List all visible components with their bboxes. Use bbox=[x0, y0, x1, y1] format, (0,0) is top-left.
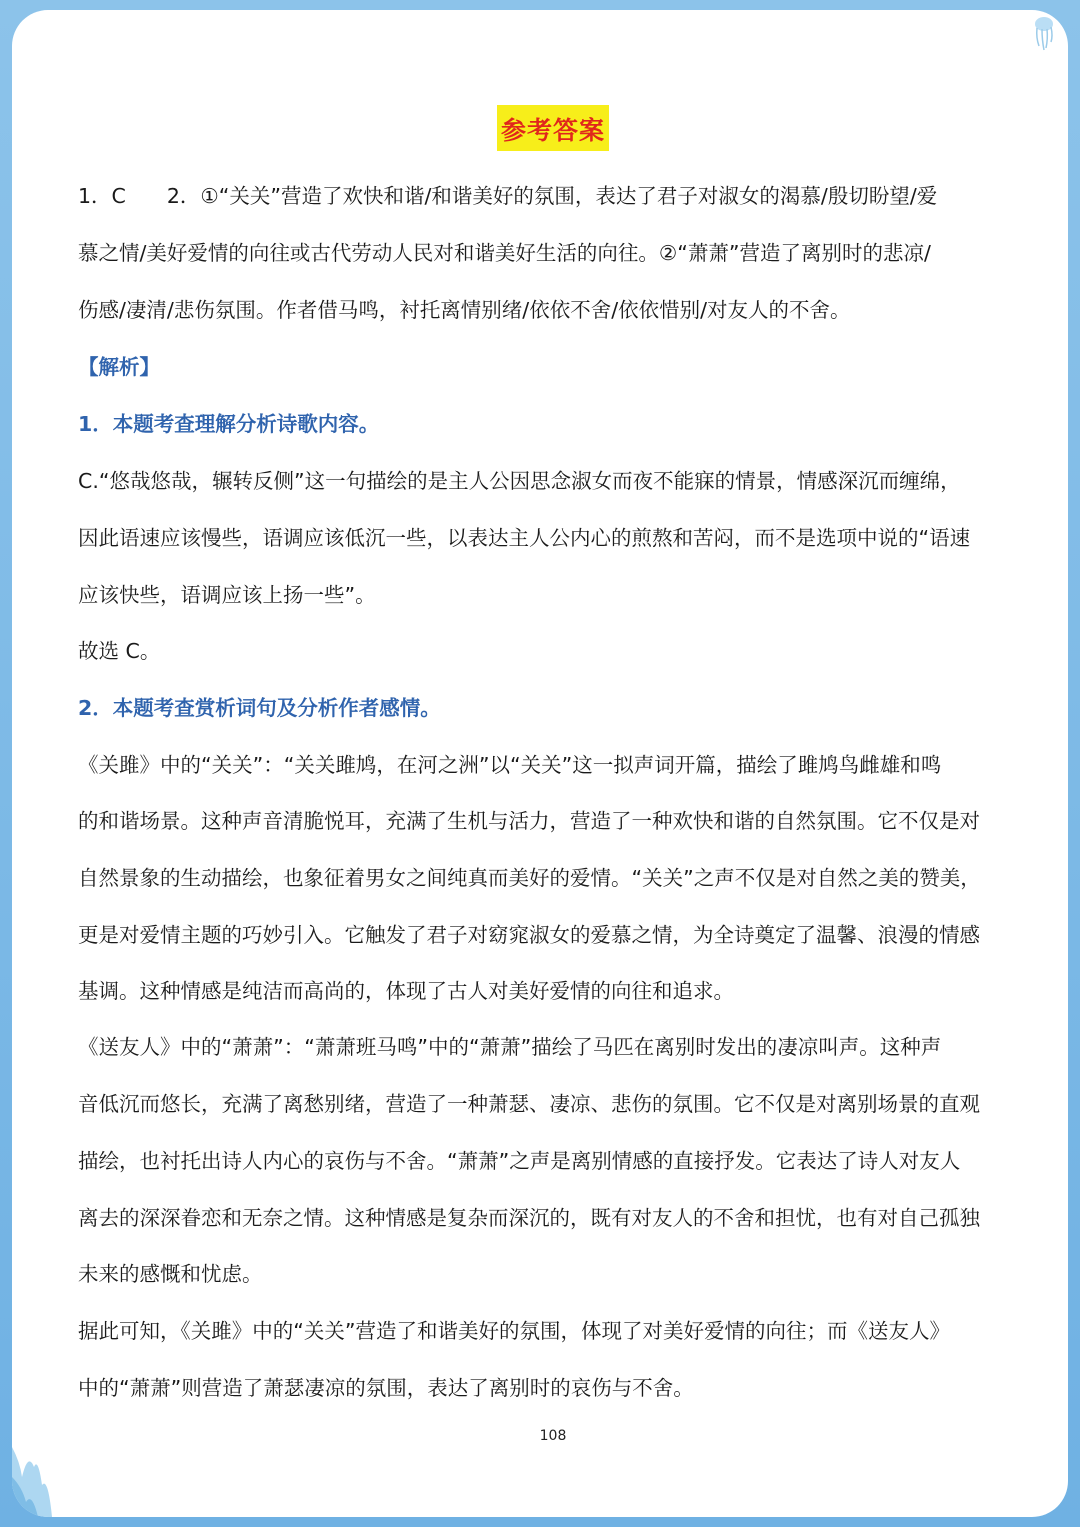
q1-line-2: 因此语速应该慢些，语调应该低沉一些，以表达主人公内心的煎熬和苦闷，而不是选项中说的“语速 bbox=[78, 526, 971, 550]
q1-line-3: 应该快些，语调应该上扬一些”。 bbox=[78, 583, 376, 607]
title-banner bbox=[78, 105, 1028, 151]
q2-para3-line-2: 中的“萧萧”则营造了萧瑟凄凉的氛围，表达了离别时的哀伤与不舍。 bbox=[78, 1376, 694, 1400]
page-title: 参考答案 bbox=[497, 105, 609, 151]
jellyfish-decoration-icon bbox=[1020, 12, 1064, 56]
analysis-label: 【解析】 bbox=[78, 355, 160, 379]
q2-para2-line-1: 《送友人》中的“萧萧”：“萧萧班马鸣”中的“萧萧”描绘了马匹在离别时发出的凄凉叫声。这种声 bbox=[78, 1035, 942, 1059]
q2-para1-line-2: 的和谐场景。这种声音清脆悦耳，充满了生机与活力，营造了一种欢快和谐的自然氛围。它不仅是对 bbox=[78, 809, 980, 833]
q2-para3-line-1: 据此可知，《关雎》中的“关关”营造了和谐美好的氛围，体现了对美好爱情的向往；而《送友人》 bbox=[78, 1319, 950, 1343]
answer-line-3: 伤感/凄清/悲伤氛围。作者借马鸣，衬托离情别绪/依依不舍/依依惜别/对友人的不舍。 bbox=[78, 298, 851, 322]
q2-heading: 2．本题考查赏析词句及分析作者感情。 bbox=[78, 696, 441, 720]
q1-line-1: C.“悠哉悠哉，辗转反侧”这一句描绘的是主人公因思念淑女而夜不能寐的情景，情感深沉而缠绵， bbox=[78, 469, 961, 493]
page-number: 108 bbox=[539, 1428, 567, 1444]
coral-decoration-icon bbox=[12, 1407, 72, 1517]
q1-conclusion: 故选 C。 bbox=[78, 639, 161, 663]
q2-para2-line-5: 未来的感慨和忧虑。 bbox=[78, 1262, 263, 1286]
q2-para2-line-4: 离去的深深眷恋和无奈之情。这种情感是复杂而深沉的，既有对友人的不舍和担忧，也有对自己孤独 bbox=[78, 1206, 980, 1230]
q2-para2-line-3: 描绘，也衬托出诗人内心的哀伤与不舍。“萧萧”之声是离别情感的直接抒发。它表达了诗人对友人 bbox=[78, 1149, 961, 1173]
q2-para1-line-4: 更是对爱情主题的巧妙引入。它触发了君子对窈窕淑女的爱慕之情，为全诗奠定了温馨、浪漫的情感 bbox=[78, 923, 980, 947]
answer-line-1: 1．C 2．①“关关”营造了欢快和谐/和谐美好的氛围，表达了君子对淑女的渴慕/殷切盼望/爱 bbox=[78, 184, 938, 208]
q2-para1-line-5: 基调。这种情感是纯洁而高尚的，体现了古人对美好爱情的向往和追求。 bbox=[78, 979, 734, 1003]
answer-line-2: 慕之情/美好爱情的向往或古代劳动人民对和谐美好生活的向往。②“萧萧”营造了离别时的悲凉/ bbox=[78, 241, 931, 265]
q1-heading: 1．本题考查理解分析诗歌内容。 bbox=[78, 412, 380, 436]
q2-para1-line-1: 《关雎》中的“关关”：“关关雎鸠，在河之洲”以“关关”这一拟声词开篇，描绘了雎鸠鸟雌雄和鸣 bbox=[78, 753, 942, 777]
q2-para2-line-2: 音低沉而悠长，充满了离愁别绪，营造了一种萧瑟、凄凉、悲伤的氛围。它不仅是对离别场景的直观 bbox=[78, 1092, 980, 1116]
q2-para1-line-3: 自然景象的生动描绘，也象征着男女之间纯真而美好的爱情。“关关”之声不仅是对自然之美的赞美， bbox=[78, 866, 981, 890]
document-page bbox=[12, 10, 1068, 1517]
